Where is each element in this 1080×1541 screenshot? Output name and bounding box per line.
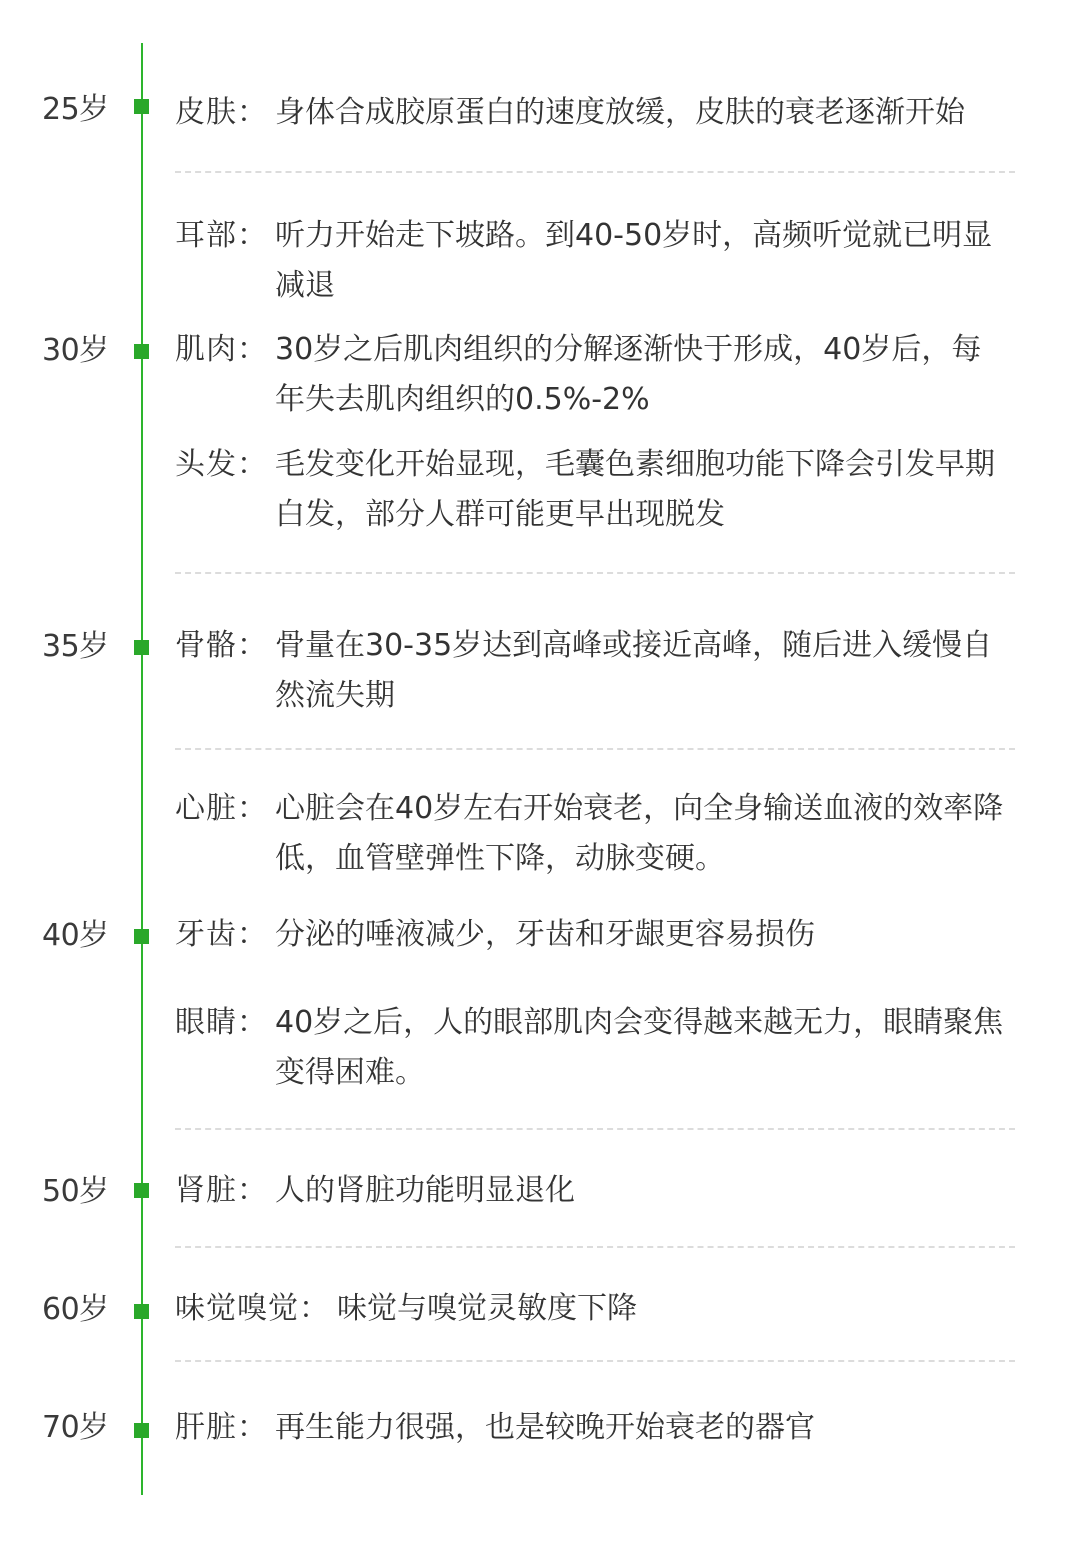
- entry-text: 人的肾脏功能明显退化: [275, 1173, 575, 1208]
- age-label-70: 70岁: [42, 1410, 109, 1445]
- entry-text: 味觉与嗅觉灵敏度下降: [337, 1291, 637, 1326]
- entry-label: 头发：: [175, 447, 268, 482]
- entry-heart: [175, 784, 1005, 884]
- entry-ear: [175, 211, 1005, 311]
- age-label-60: 60岁: [42, 1292, 109, 1327]
- timeline-marker: [134, 1304, 149, 1319]
- timeline-marker: [134, 1183, 149, 1198]
- age-label-25: 25岁: [42, 92, 109, 127]
- entry-label: 骨骼：: [175, 628, 268, 663]
- entry-label: 皮肤：: [175, 95, 268, 130]
- timeline-marker: [134, 1423, 149, 1438]
- entry-kidney: [175, 1166, 1005, 1216]
- entry-label: 肝脏：: [175, 1410, 268, 1445]
- entry-text: 听力开始走下坡路。到40-50岁时，高频听觉就已明显减退: [275, 218, 993, 303]
- entry-label: 牙齿：: [175, 917, 268, 952]
- entry-label: 肌肉：: [175, 332, 268, 367]
- entry-text: 心脏会在40岁左右开始衰老，向全身输送血液的效率降低，血管壁弹性下降，动脉变硬。: [275, 791, 1004, 876]
- timeline-marker: [134, 929, 149, 944]
- entry-skin: [175, 88, 1005, 138]
- divider: [175, 1128, 1015, 1130]
- timeline-marker: [134, 344, 149, 359]
- timeline-marker: [134, 99, 149, 114]
- entry-text: 身体合成胶原蛋白的速度放缓，皮肤的衰老逐渐开始: [275, 95, 965, 130]
- divider: [175, 171, 1015, 173]
- divider: [175, 1360, 1015, 1362]
- age-label-40: 40岁: [42, 918, 109, 953]
- entry-taste-smell: [175, 1284, 1005, 1334]
- age-label-30: 30岁: [42, 333, 109, 368]
- timeline-marker: [134, 640, 149, 655]
- age-label-35: 35岁: [42, 629, 109, 664]
- entry-label: 肾脏：: [175, 1173, 268, 1208]
- entry-liver: [175, 1403, 1005, 1453]
- entry-text: 40岁之后，人的眼部肌肉会变得越来越无力，眼睛聚焦变得困难。: [275, 1005, 1004, 1090]
- divider: [175, 572, 1015, 574]
- entry-text: 骨量在30-35岁达到高峰或接近高峰，随后进入缓慢自然流失期: [275, 628, 993, 713]
- entry-eyes: [175, 998, 1005, 1098]
- entry-label: 心脏：: [175, 791, 268, 826]
- entry-label: 味觉嗅觉：: [175, 1291, 330, 1326]
- entry-teeth: [175, 910, 1005, 960]
- entry-hair: [175, 440, 1005, 540]
- divider: [175, 748, 1015, 750]
- entry-label: 耳部：: [175, 218, 268, 253]
- entry-muscle: [175, 325, 1005, 425]
- entry-text: 分泌的唾液减少，牙齿和牙龈更容易损伤: [275, 917, 815, 952]
- entry-bone: [175, 621, 1005, 721]
- entry-label: 眼睛：: [175, 1005, 268, 1040]
- entry-text: 再生能力很强，也是较晚开始衰老的器官: [275, 1410, 815, 1445]
- entry-text: 毛发变化开始显现，毛囊色素细胞功能下降会引发早期白发，部分人群可能更早出现脱发: [275, 447, 995, 532]
- timeline-line: [141, 43, 143, 1495]
- entry-text: 30岁之后肌肉组织的分解逐渐快于形成，40岁后，每年失去肌肉组织的0.5%-2%: [275, 332, 982, 417]
- age-label-50: 50岁: [42, 1174, 109, 1209]
- divider: [175, 1246, 1015, 1248]
